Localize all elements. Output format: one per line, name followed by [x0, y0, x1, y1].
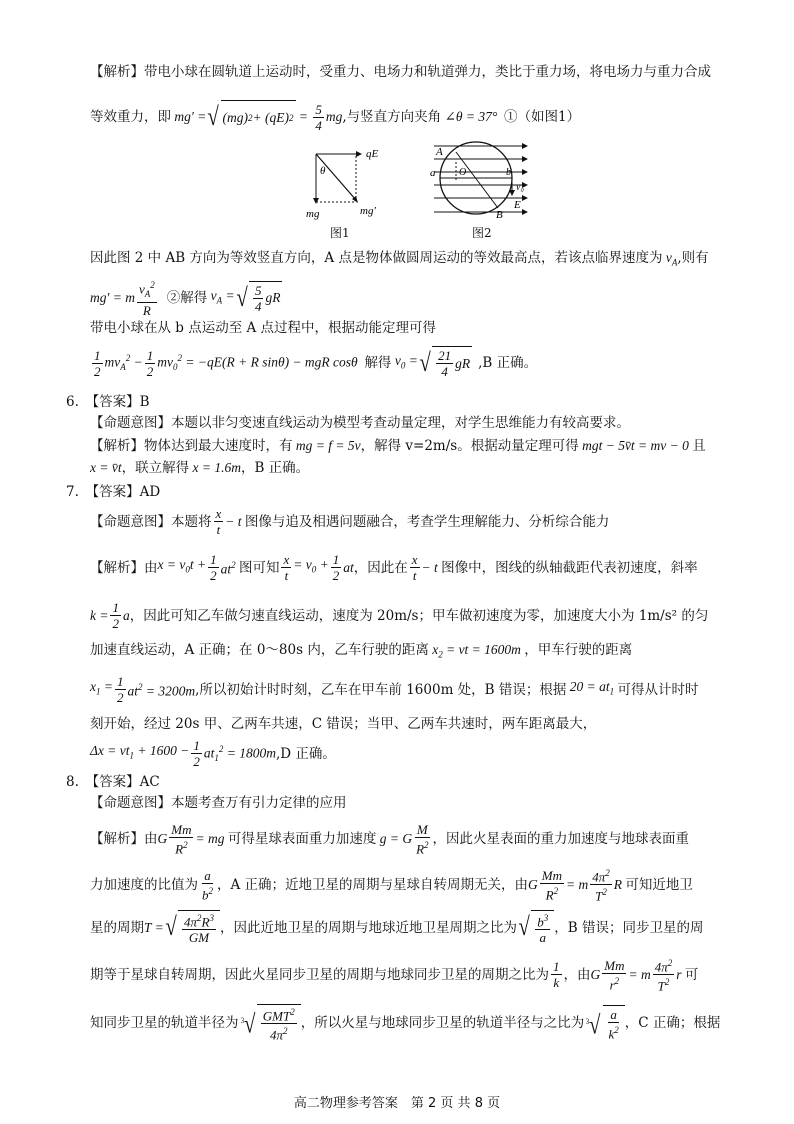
qE-label: qE — [366, 148, 379, 160]
text-line: 带电小球在从 b 点运动至 A 点过程中，根据动能定理可得 — [90, 320, 437, 336]
point-B-label: B — [496, 209, 503, 221]
formula: mg' = — [171, 109, 207, 124]
page-footer: 高二物理参考答案 第 2 页 共 8 页 — [293, 1096, 501, 1111]
text-line: k = $\frac{1}{2}$ a ，因此可知乙车做匀速直线运动，速度为 20m/s；甲车做初速度为零，加速度大小为 1m/s² 的匀 — [90, 600, 709, 631]
question-8-answer: 8. 【答案】AC — [66, 774, 160, 790]
point-A-label: A — [436, 146, 443, 158]
text-line: 星的周期 T = √ $\frac{4\pi^2R^3}{GM}$ ，因此近地卫星的周期与地球近地卫星周期之比为 √ $\frac{b^3}{a}$ ，B 错误；同步卫星的周 — [90, 912, 704, 946]
text-line: $\Delta x = vt_1 + 1600$ − $\frac{1}{2}$ $at_1^2 = 1800m$ ,D 正确。 — [90, 738, 336, 769]
question-6-intent: 【命题意图】本题以非匀变速直线运动为模型考查动量定理，对学生思维能力有较高要求。 — [90, 415, 630, 431]
figure2-caption: 图2 — [472, 226, 492, 240]
text-line: 期等于星球自转周期，因此火星同步卫星的周期与地球同步卫星的周期之比为 $\frac{1}{k}$ ，由 G $\frac{Mm}{r^2}$ = m $\frac{4\pi^2}{T^2}$ r 可 — [90, 957, 699, 994]
field-E-label: E — [514, 199, 521, 211]
text-line: 【解析】由 G $\frac{Mm}{R^2}$ = mg 可得星球表面重力加速度 g = G $\frac{M}{R^2}$ ，因此火星表面的重力加速度与地球表面重 — [90, 822, 690, 857]
text-line: 因此图 2 中 AB 方向为等效竖直方向，A 点是物体做圆周运动的等效最高点，若该点临界速度为 $v_A$,则有 — [90, 250, 709, 268]
text-line: 等效重力，即 mg' = √ (mg) 2 + (qE) 2 = $\frac{5}{4}$ mg ,与竖直方向夹角 ∠θ = 37° ①（如图1） — [90, 101, 581, 133]
text-line: mg' = m $\frac{v_A^2}{R}$ ②解得 $v_A$ = √ $\frac{5}{4}$ gR — [90, 280, 281, 318]
center-O-label: O — [459, 167, 467, 178]
figure1-caption: 图1 — [330, 226, 350, 240]
point-b-label: b — [506, 167, 511, 178]
question-8-intent: 【命题意图】本题考查万有引力定律的应用 — [90, 795, 347, 811]
mg-label: mg — [306, 208, 320, 220]
text-line: $\frac{1}{2}$ $mv_A^2$ − $\frac{1}{2}$ $mv_0^2 = -qE(R + R$ sinθ) − mgR cosθ 解得 $v_0$ = √ $\frac{21}{4}$ gR ,B 正确。 — [94, 347, 538, 379]
formula: √ (mg) 2 + (qE) 2 — [206, 100, 295, 134]
text-line: 力加速度的比值为 $\frac{a}{b^2}$ ，A 正确；近地卫星的周期与星球自转周期无关，由 G $\frac{Mm}{R^2}$ = m $\frac{4\pi^2}{T^2}$ R 可知近地卫 — [90, 867, 693, 904]
text-line: 【解析】带电小球在圆轨道上运动时，受重力、电场力和轨道弹力，类比于重力场，将电场力与重力合成 — [90, 64, 711, 80]
question-7-answer: 7. 【答案】AD — [66, 484, 161, 500]
text-line: 【解析】由 $x = v_0t$ + $\frac{1}{2}$ $at^2$ 图可知 $\frac{x}{t}$ = $v_0$ + $\frac{1}{2}$ at ，因此在 $\frac{x}{t}$ − t 图像中，图线的纵轴截距代表初速度，斜率 — [90, 552, 698, 583]
text-line: x = v̄t，联立解得 x = 1.6m，B 正确。 — [90, 460, 310, 476]
point-a-label: a — [430, 167, 436, 179]
text-line: 【解析】物体达到最大速度时，有 mg = f = 5v，解得 v=2m/s。根据动量定理可得 mgt − 5v̄t = mv − 0 且 — [90, 438, 706, 454]
text-line: 加速直线运动，A 正确；在 0～80s 内，乙车行驶的距离 $x_2$ = vt = 1600m ，甲车行驶的距离 — [90, 642, 633, 660]
theta-label: θ — [320, 165, 326, 177]
v0-label: v₀ — [516, 182, 524, 193]
text-line: 知同步卫星的轨道半径为 $^3$√ $\frac{GMT^2}{4\pi^2}$ ，所以火星与地球同步卫星的轨道半径与之比为 $^3$√ $\frac{a}{k^2}$ ，C 正确；根据 — [90, 1004, 720, 1043]
text-line: $x_1$ = $\frac{1}{2}$ $at^2 = 3200m$ ,所以初始计时时刻，乙车在甲车前 1600m 处，B 错误；根据 $20 = at_1$ 可得从计时时 — [90, 674, 699, 705]
text-line: 【命题意图】本题将 $\frac{x}{t}$ − t 图像与追及相遇问题融合，考查学生理解能力、分析综合能力 — [90, 506, 610, 537]
question-6-answer: 6. 【答案】B — [66, 394, 150, 410]
circular-track-figure — [426, 140, 536, 222]
mg-prime-label: mg′ — [360, 205, 376, 217]
force-diagram-figure — [296, 142, 396, 230]
text-line: 刻开始，经过 20s 甲、乙两车共速，C 错误；当甲、乙两车共速时，两车距离最大， — [90, 716, 597, 732]
